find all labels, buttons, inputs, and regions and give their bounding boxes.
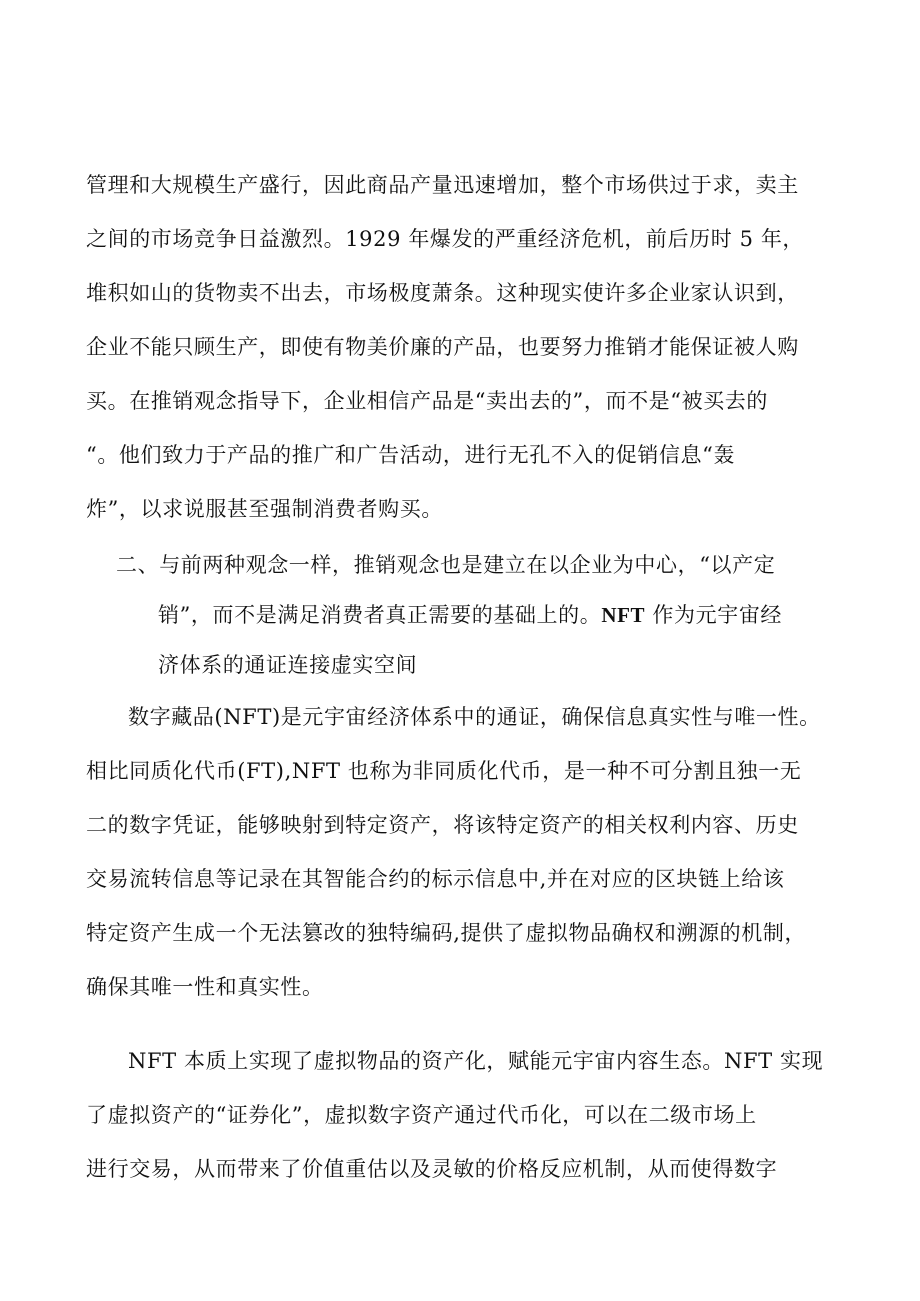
paragraph-3-line-2: 了虚拟资产的“证券化”，虚拟数字资产通过代币化，可以在二级市场上: [86, 1103, 757, 1127]
paragraph-1-line-7: 炸”，以求说服甚至强制消费者购买。: [86, 497, 443, 521]
paragraph-3-line-3: 进行交易，从而带来了价值重估以及灵敏的价格反应机制，从而使得数字: [86, 1157, 778, 1181]
paragraph-1-line-1: 管理和大规模生产盛行，因此商品产量迅速增加，整个市场供过于求，卖主: [86, 173, 799, 197]
paragraph-3-line-1: NFT 本质上实现了虚拟物品的资产化，赋能元宇宙内容生态。NFT 实现: [128, 1049, 824, 1073]
section-heading-line-2-suffix: 作为元宇宙经: [645, 603, 783, 627]
paragraph-2-line-2: 相比同质化代币(FT),NFT 也称为非同质化代币，是一种不可分割且独一无: [86, 759, 802, 783]
section-heading-line-3: 济体系的通证连接虚实空间: [158, 653, 418, 677]
paragraph-1-line-3: 堆积如山的货物卖不出去，市场极度萧条。这种现实使许多企业家认识到，: [86, 281, 799, 305]
paragraph-1-line-5: 买。在推销观念指导下，企业相信产品是“卖出去的”，而不是“被买去的: [86, 389, 769, 413]
paragraph-2-line-5: 特定资产生成一个无法篡改的独特编码,提供了虚拟物品确权和溯源的机制，: [86, 921, 807, 945]
paragraph-2-line-4: 交易流转信息等记录在其智能合约的标示信息中,并在对应的区块链上给该: [86, 867, 785, 891]
section-heading-nft-bold: NFT: [601, 603, 646, 627]
paragraph-2-line-6: 确保其唯一性和真实性。: [86, 975, 324, 999]
paragraph-1-line-6: “。他们致力于产品的推广和广告活动，进行无孔不入的促销信息“轰: [86, 443, 736, 467]
paragraph-1-line-2: 之间的市场竞争日益激烈。1929 年爆发的严重经济危机，前后历时 5 年，: [86, 227, 805, 251]
section-heading-line-2-prefix: 销”，而不是满足消费者真正需要的基础上的。: [158, 603, 602, 627]
section-heading-line-1: 二、与前两种观念一样，推销观念也是建立在以企业为中心，“以产定: [116, 553, 776, 577]
section-heading-line-2: [158, 600, 840, 630]
paragraph-2-line-3: 二的数字凭证，能够映射到特定资产，将该特定资产的相关权利内容、历史: [86, 813, 799, 837]
paragraph-2-line-1: 数字藏品(NFT)是元宇宙经济体系中的通证，确保信息真实性与唯一性。: [128, 705, 821, 729]
paragraph-1-line-4: 企业不能只顾生产，即使有物美价廉的产品，也要努力推销才能保证被人购: [86, 335, 799, 359]
